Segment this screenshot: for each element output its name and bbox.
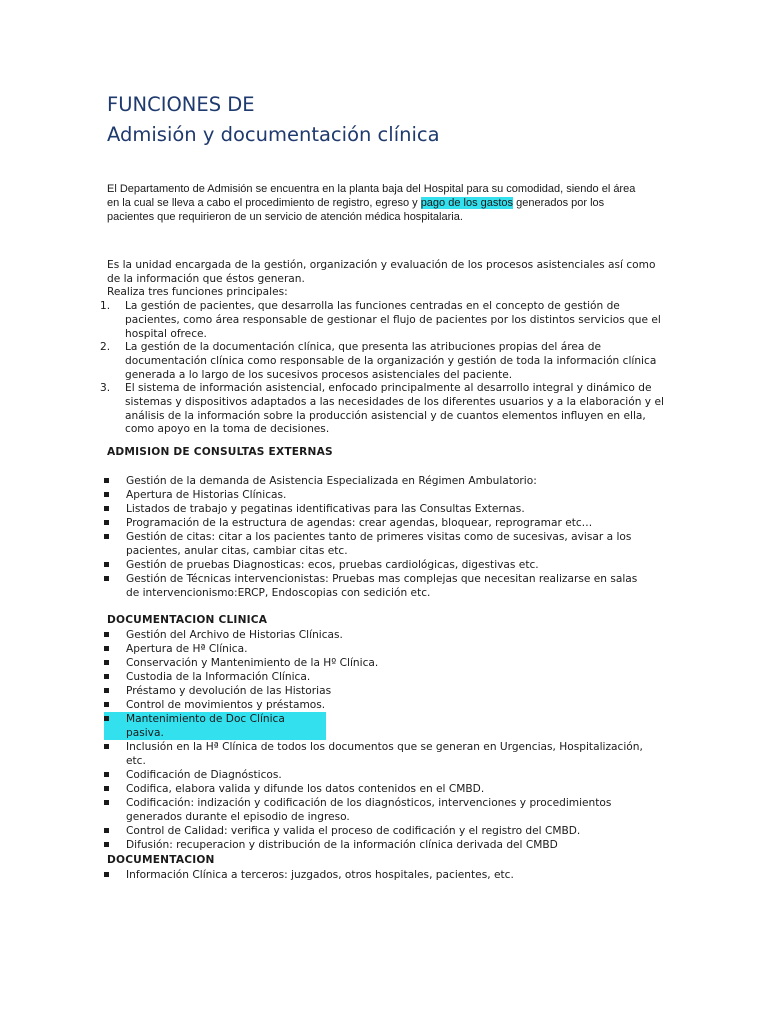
functions-list bbox=[100, 300, 667, 437]
function-item bbox=[100, 300, 667, 341]
bullet-square-icon bbox=[104, 786, 109, 791]
bullet-square-icon bbox=[104, 478, 109, 483]
bullet-square-icon bbox=[104, 492, 109, 497]
list-item: Préstamo y devolución de las Historias bbox=[107, 684, 647, 698]
bullet-square-icon bbox=[104, 688, 109, 693]
bullet-square-icon bbox=[104, 772, 109, 777]
list-item: Gestión de la demanda de Asistencia Especializada en Régimen Ambulatorio: bbox=[107, 474, 647, 488]
list-item: Programación de la estructura de agendas: crear agendas, bloquear, reprogramar etc… bbox=[107, 516, 647, 530]
list-item: Codifica, elabora valida y difunde los datos contenidos en el CMBD. bbox=[107, 782, 647, 796]
list-item: Inclusión en la Hª Clínica de todos los documentos que se generan en Urgencias, Hospitalización, etc. bbox=[107, 740, 647, 768]
list-item: Gestión de citas: citar a los pacientes tanto de primeres visitas como de sucesivas, avisar a los pacientes, anular citas, cambiar citas etc. bbox=[107, 530, 647, 558]
bullet-square-icon bbox=[104, 576, 109, 581]
unit-paragraph-2: Realiza tres funciones principales: bbox=[107, 286, 288, 299]
function-number: 3. bbox=[100, 382, 111, 395]
consultas-list bbox=[107, 474, 647, 600]
function-text: La gestión de la documentación clínica, que presenta las atribuciones propias del área de documentación clínica como responsable de la organización y gestión de toda la información clínica generada a lo largo de los sucesivos procesos asistenciales del paciente. bbox=[125, 341, 657, 381]
bullet-square-icon bbox=[104, 828, 109, 833]
list-item: Gestión de pruebas Diagnosticas: ecos, pruebas cardiológicas, digestivas etc. bbox=[107, 558, 647, 572]
bullet-square-icon bbox=[104, 842, 109, 847]
documentacion-list bbox=[107, 868, 647, 882]
list-item: Control de movimientos y préstamos. bbox=[107, 698, 647, 712]
intro-text-after: generados por los pacientes que requirieron de un servicio de atención médica hospitalaria. bbox=[107, 197, 605, 223]
function-number: 1. bbox=[100, 300, 111, 313]
bullet-square-icon bbox=[104, 716, 109, 721]
documentacion-clinica-list bbox=[107, 628, 647, 852]
bullet-square-icon bbox=[104, 562, 109, 567]
list-item: Gestión de Técnicas intervencionistas: Pruebas mas complejas que necesitan realizarse en salas de intervencionismo:ERCP, Endoscopias con sedición etc. bbox=[107, 572, 647, 600]
function-number: 2. bbox=[100, 341, 111, 354]
list-item-highlighted: Mantenimiento de Doc Clínica pasiva. bbox=[104, 712, 326, 740]
list-item: Difusión: recuperacion y distribución de la información clínica derivada del CMBD bbox=[107, 838, 647, 852]
title-line-1: FUNCIONES DE bbox=[107, 93, 255, 116]
bullet-square-icon bbox=[104, 674, 109, 679]
list-item: Apertura de Historias Clínicas. bbox=[107, 488, 647, 502]
bullet-square-icon bbox=[104, 702, 109, 707]
function-text: La gestión de pacientes, que desarrolla las funciones centradas en el concepto de gestión de pacientes, como área responsable de gestionar el flujo de pacientes por los distintos servicios que el hospital ofrece. bbox=[125, 300, 661, 340]
function-item bbox=[100, 341, 667, 382]
bullet-square-icon bbox=[104, 520, 109, 525]
bullet-square-icon bbox=[104, 800, 109, 805]
bullet-square-icon bbox=[104, 872, 109, 877]
page-title bbox=[107, 90, 707, 150]
list-item: Custodia de la Información Clínica. bbox=[107, 670, 647, 684]
heading-documentacion: DOCUMENTACION bbox=[107, 854, 215, 866]
intro-highlight: pago de los gastos bbox=[420, 197, 514, 209]
function-text: El sistema de información asistencial, enfocado principalmente al desarrollo integral y dinámico de sistemas y dispositivos adaptados a las necesidades de los diferentes usuarios y a la elaboración y el análisis de la información sobre la producción asistencial y de cuantos elementos influyen en ella, como apoyo en la toma de decisiones. bbox=[125, 382, 664, 436]
unit-description bbox=[100, 259, 667, 437]
bullet-square-icon bbox=[104, 646, 109, 651]
title-line-2: Admisión y documentación clínica bbox=[107, 123, 440, 146]
list-item: Listados de trabajo y pegatinas identificativas para las Consultas Externas. bbox=[107, 502, 647, 516]
bullet-square-icon bbox=[104, 632, 109, 637]
unit-paragraph-1: Es la unidad encargada de la gestión, organización y evaluación de los procesos asistenciales así como de la información que éstos generan. bbox=[107, 259, 656, 285]
intro-text-before: El Departamento de Admisión se encuentra en la planta baja del Hospital para su comodidad, siendo el área en la cual se lleva a cabo el procedimiento de registro, egreso y bbox=[107, 183, 636, 209]
intro-paragraph bbox=[107, 182, 637, 224]
function-item bbox=[100, 382, 667, 437]
list-item: Control de Calidad: verifica y valida el proceso de codificación y el registro del CMBD. bbox=[107, 824, 647, 838]
bullet-square-icon bbox=[104, 534, 109, 539]
heading-consultas-externas: ADMISION DE CONSULTAS EXTERNAS bbox=[107, 446, 333, 458]
list-item: Codificación de Diagnósticos. bbox=[107, 768, 647, 782]
heading-documentacion-clinica: DOCUMENTACION CLINICA bbox=[107, 614, 268, 626]
list-item: Codificación: indización y codificación de los diagnósticos, intervenciones y procedimientos generados durante el episodio de ingreso. bbox=[107, 796, 647, 824]
list-item: Información Clínica a terceros: juzgados, otros hospitales, pacientes, etc. bbox=[107, 868, 647, 882]
bullet-square-icon bbox=[104, 744, 109, 749]
list-item: Conservación y Mantenimiento de la Hº Clínica. bbox=[107, 656, 647, 670]
bullet-square-icon bbox=[104, 506, 109, 511]
list-item: Apertura de Hª Clínica. bbox=[107, 642, 647, 656]
list-item: Gestión del Archivo de Historias Clínicas. bbox=[107, 628, 647, 642]
bullet-square-icon bbox=[104, 660, 109, 665]
